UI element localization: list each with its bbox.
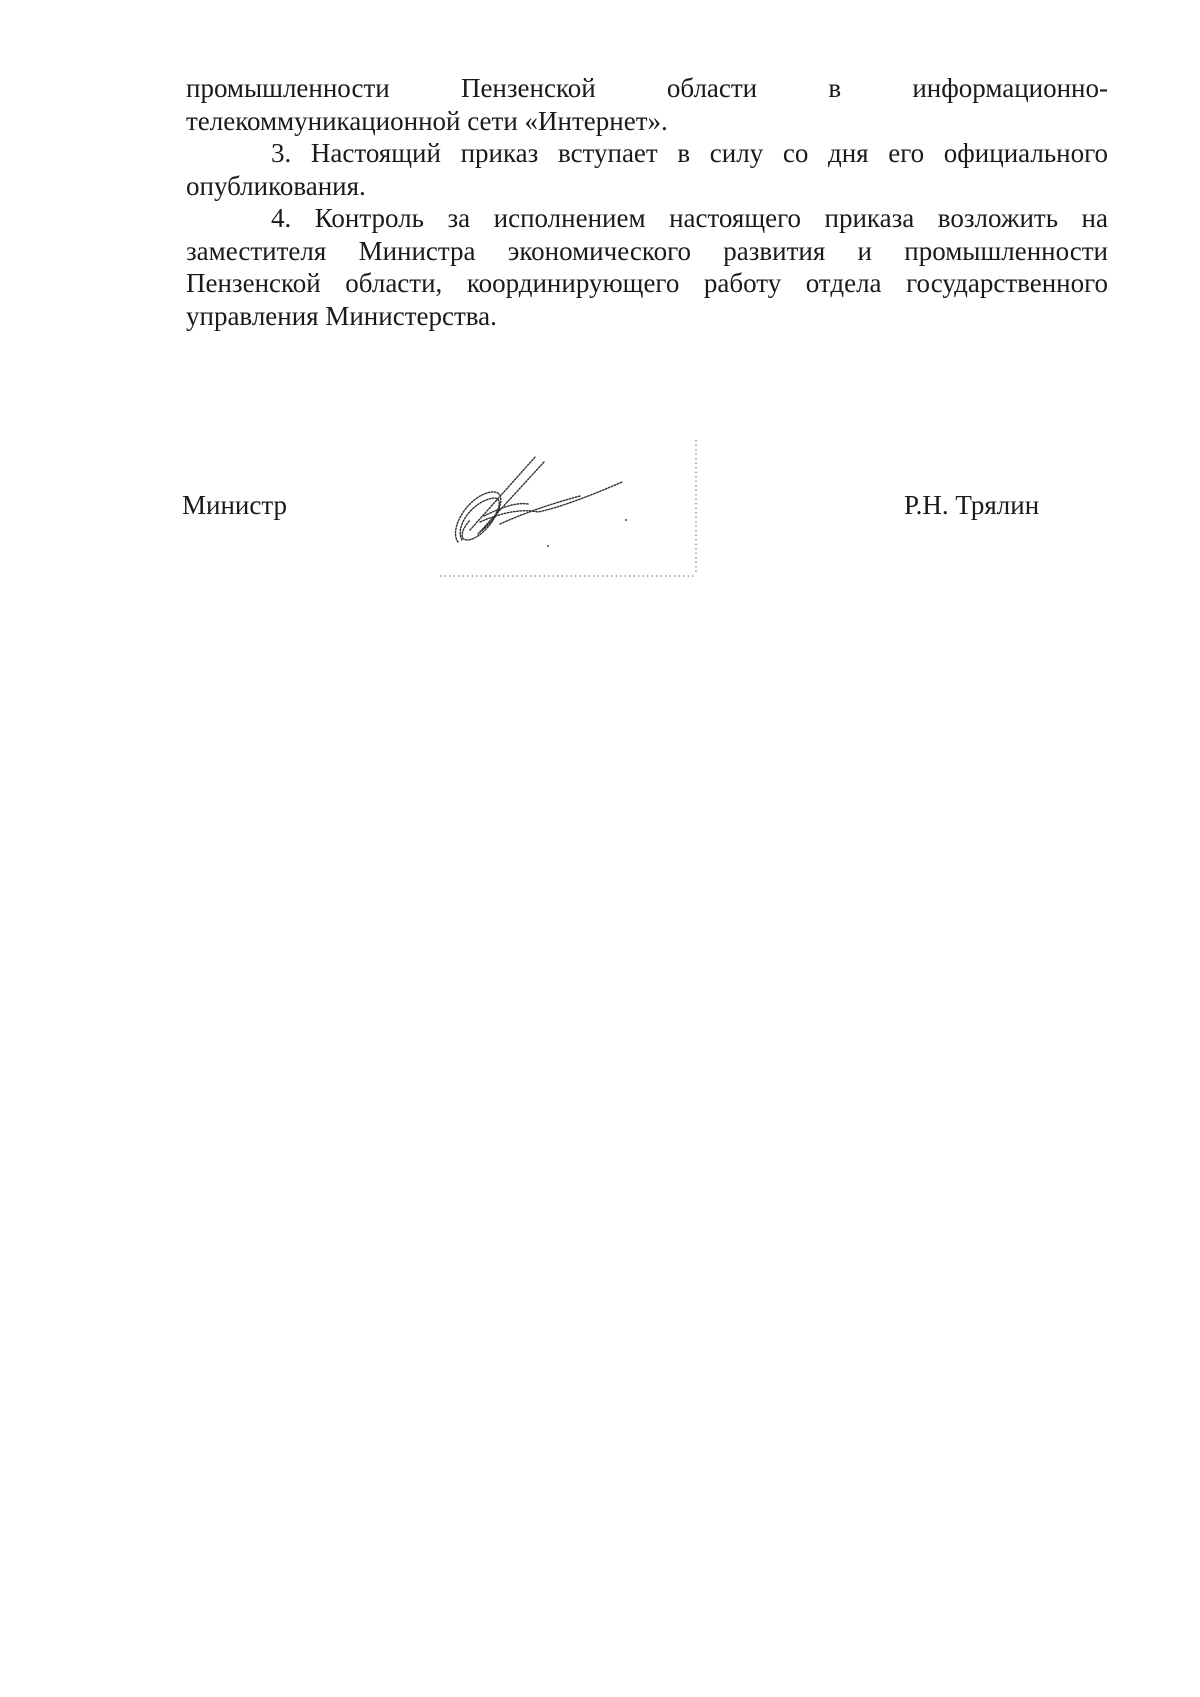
paragraph-continuation-line2: телекоммуникационной сети «Интернет». xyxy=(186,105,668,136)
paragraph-continuation-line1: промышленности Пензенской области в информационно- xyxy=(186,73,1108,103)
signer-name: Р.Н. Трялин xyxy=(904,490,1040,520)
paragraph-item-4: 4. Контроль за исполнением настоящего приказа возложить на заместителя Министра экономического развития и промышленности Пензенской области, координирующего работу отдела государственного управления Министерства. xyxy=(186,203,1108,331)
document-body xyxy=(186,72,1108,332)
signer-title: Министр xyxy=(182,490,287,520)
signature-line xyxy=(0,490,1200,530)
paragraph-item-3: 3. Настоящий приказ вступает в силу со дня его официального опубликования. xyxy=(186,138,1108,201)
